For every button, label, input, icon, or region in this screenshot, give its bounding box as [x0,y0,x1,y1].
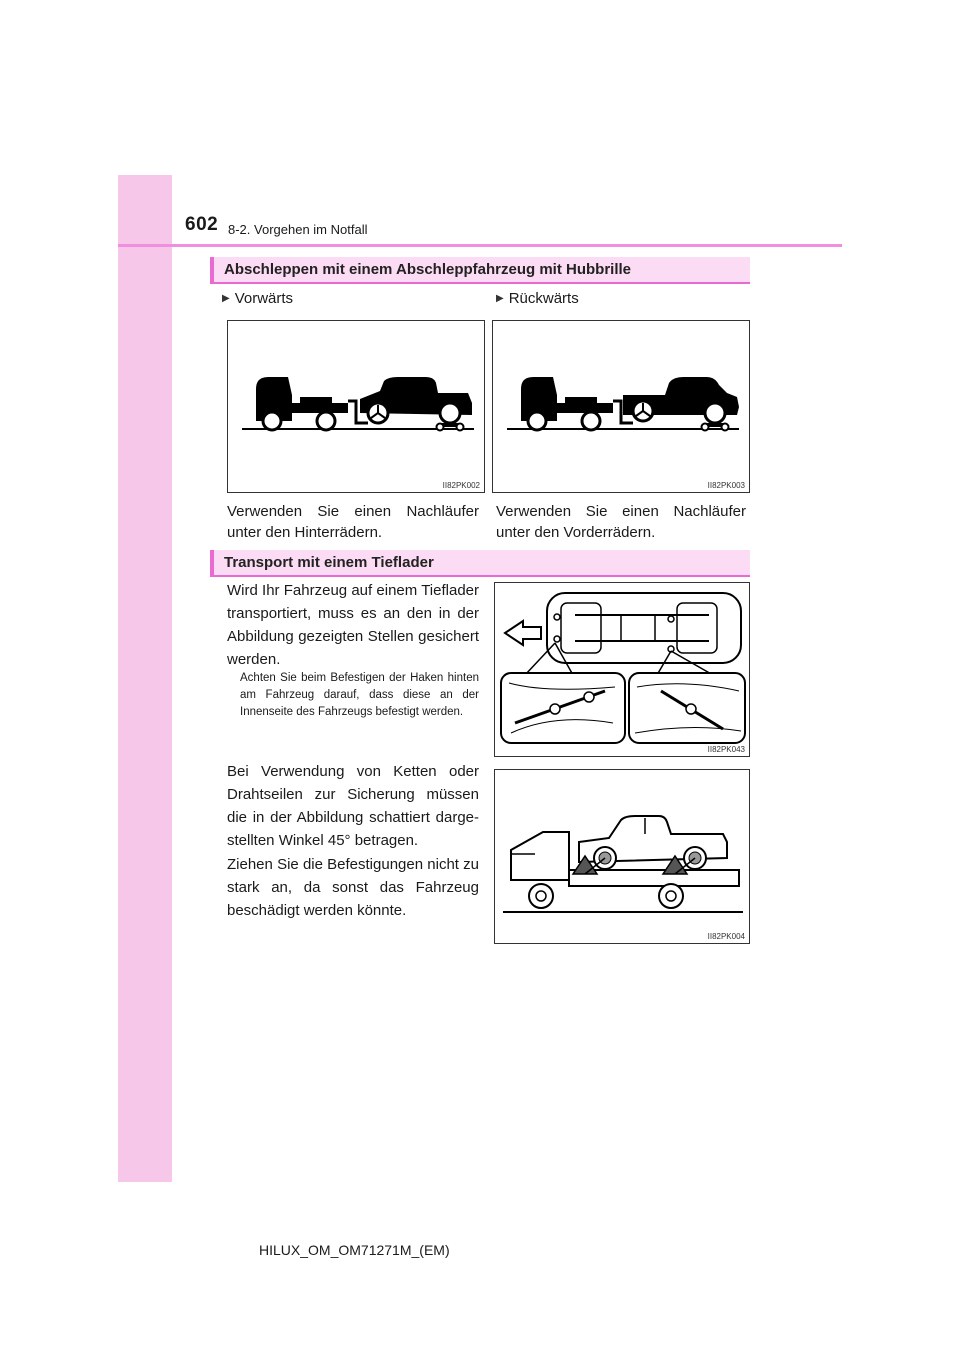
subheading-forward [222,290,293,308]
chassis-tiedown-illustration [495,583,751,758]
section-heading-wheel-lift: Abschleppen mit einem Abschleppfahrzeug mit Hubbrille [210,257,750,284]
chapter-sidebar-tab [118,175,172,1182]
header-rule [118,244,842,247]
figure-tiedown-points [494,582,750,757]
section-heading-flatbed: Transport mit einem Tieflader [210,550,750,577]
figure-flatbed-truck [494,769,750,944]
subheading-backward-label: Rückwärts [508,290,579,307]
subheading-backward [496,290,579,308]
triangle-bullet-icon: ▶ [496,293,504,304]
subheading-forward-label: Vorwärts [234,290,294,307]
chapter-title: 8-2. Vorgehen im Notfall [228,222,368,237]
forward-instruction-text: Verwenden Sie einen Nachläufer unter den Hinterrädern. [227,503,479,541]
figure-code: II82PK003 [707,481,745,490]
figure-code: II82PK002 [442,481,480,490]
document-id: HILUX_OM_OM71271M_(EM) [259,1242,450,1258]
figure-code: II82PK004 [707,932,745,941]
flatbed-paragraph-1: Wird Ihr Fahrzeug auf einem Tieflader transportiert, muss es an den in der Abbildung gezeigten Stellen gesichert werden. [227,582,479,668]
flatbed-paragraph-3: Ziehen Sie die Befestigungen nicht zu stark an, da sonst das Fahrzeug beschädigt werden könnte. [227,856,479,919]
triangle-bullet-icon: ▶ [222,293,230,304]
backward-instruction-text: Verwenden Sie einen Nachläufer unter den Vorderrädern. [496,503,746,541]
figure-forward-tow [227,320,485,493]
flatbed-truck-illustration [495,770,751,945]
flatbed-paragraph-2: Bei Verwendung von Ketten oder Drahtseilen zur Sicherung müssen die in der Abbildung schattiert darge-stellten Winkel 45° betragen. [227,763,479,849]
flatbed-hook-note: Achten Sie beim Befestigen der Haken hinten am Fahrzeug darauf, dass diese an der Innenseite des Fahrzeugs befestigt werden. [240,672,479,718]
tow-truck-forward-illustration [228,321,486,494]
page-number: 602 [185,214,219,235]
figure-code: II82PK043 [707,745,745,754]
figure-backward-tow [492,320,750,493]
tow-truck-backward-illustration [493,321,751,494]
